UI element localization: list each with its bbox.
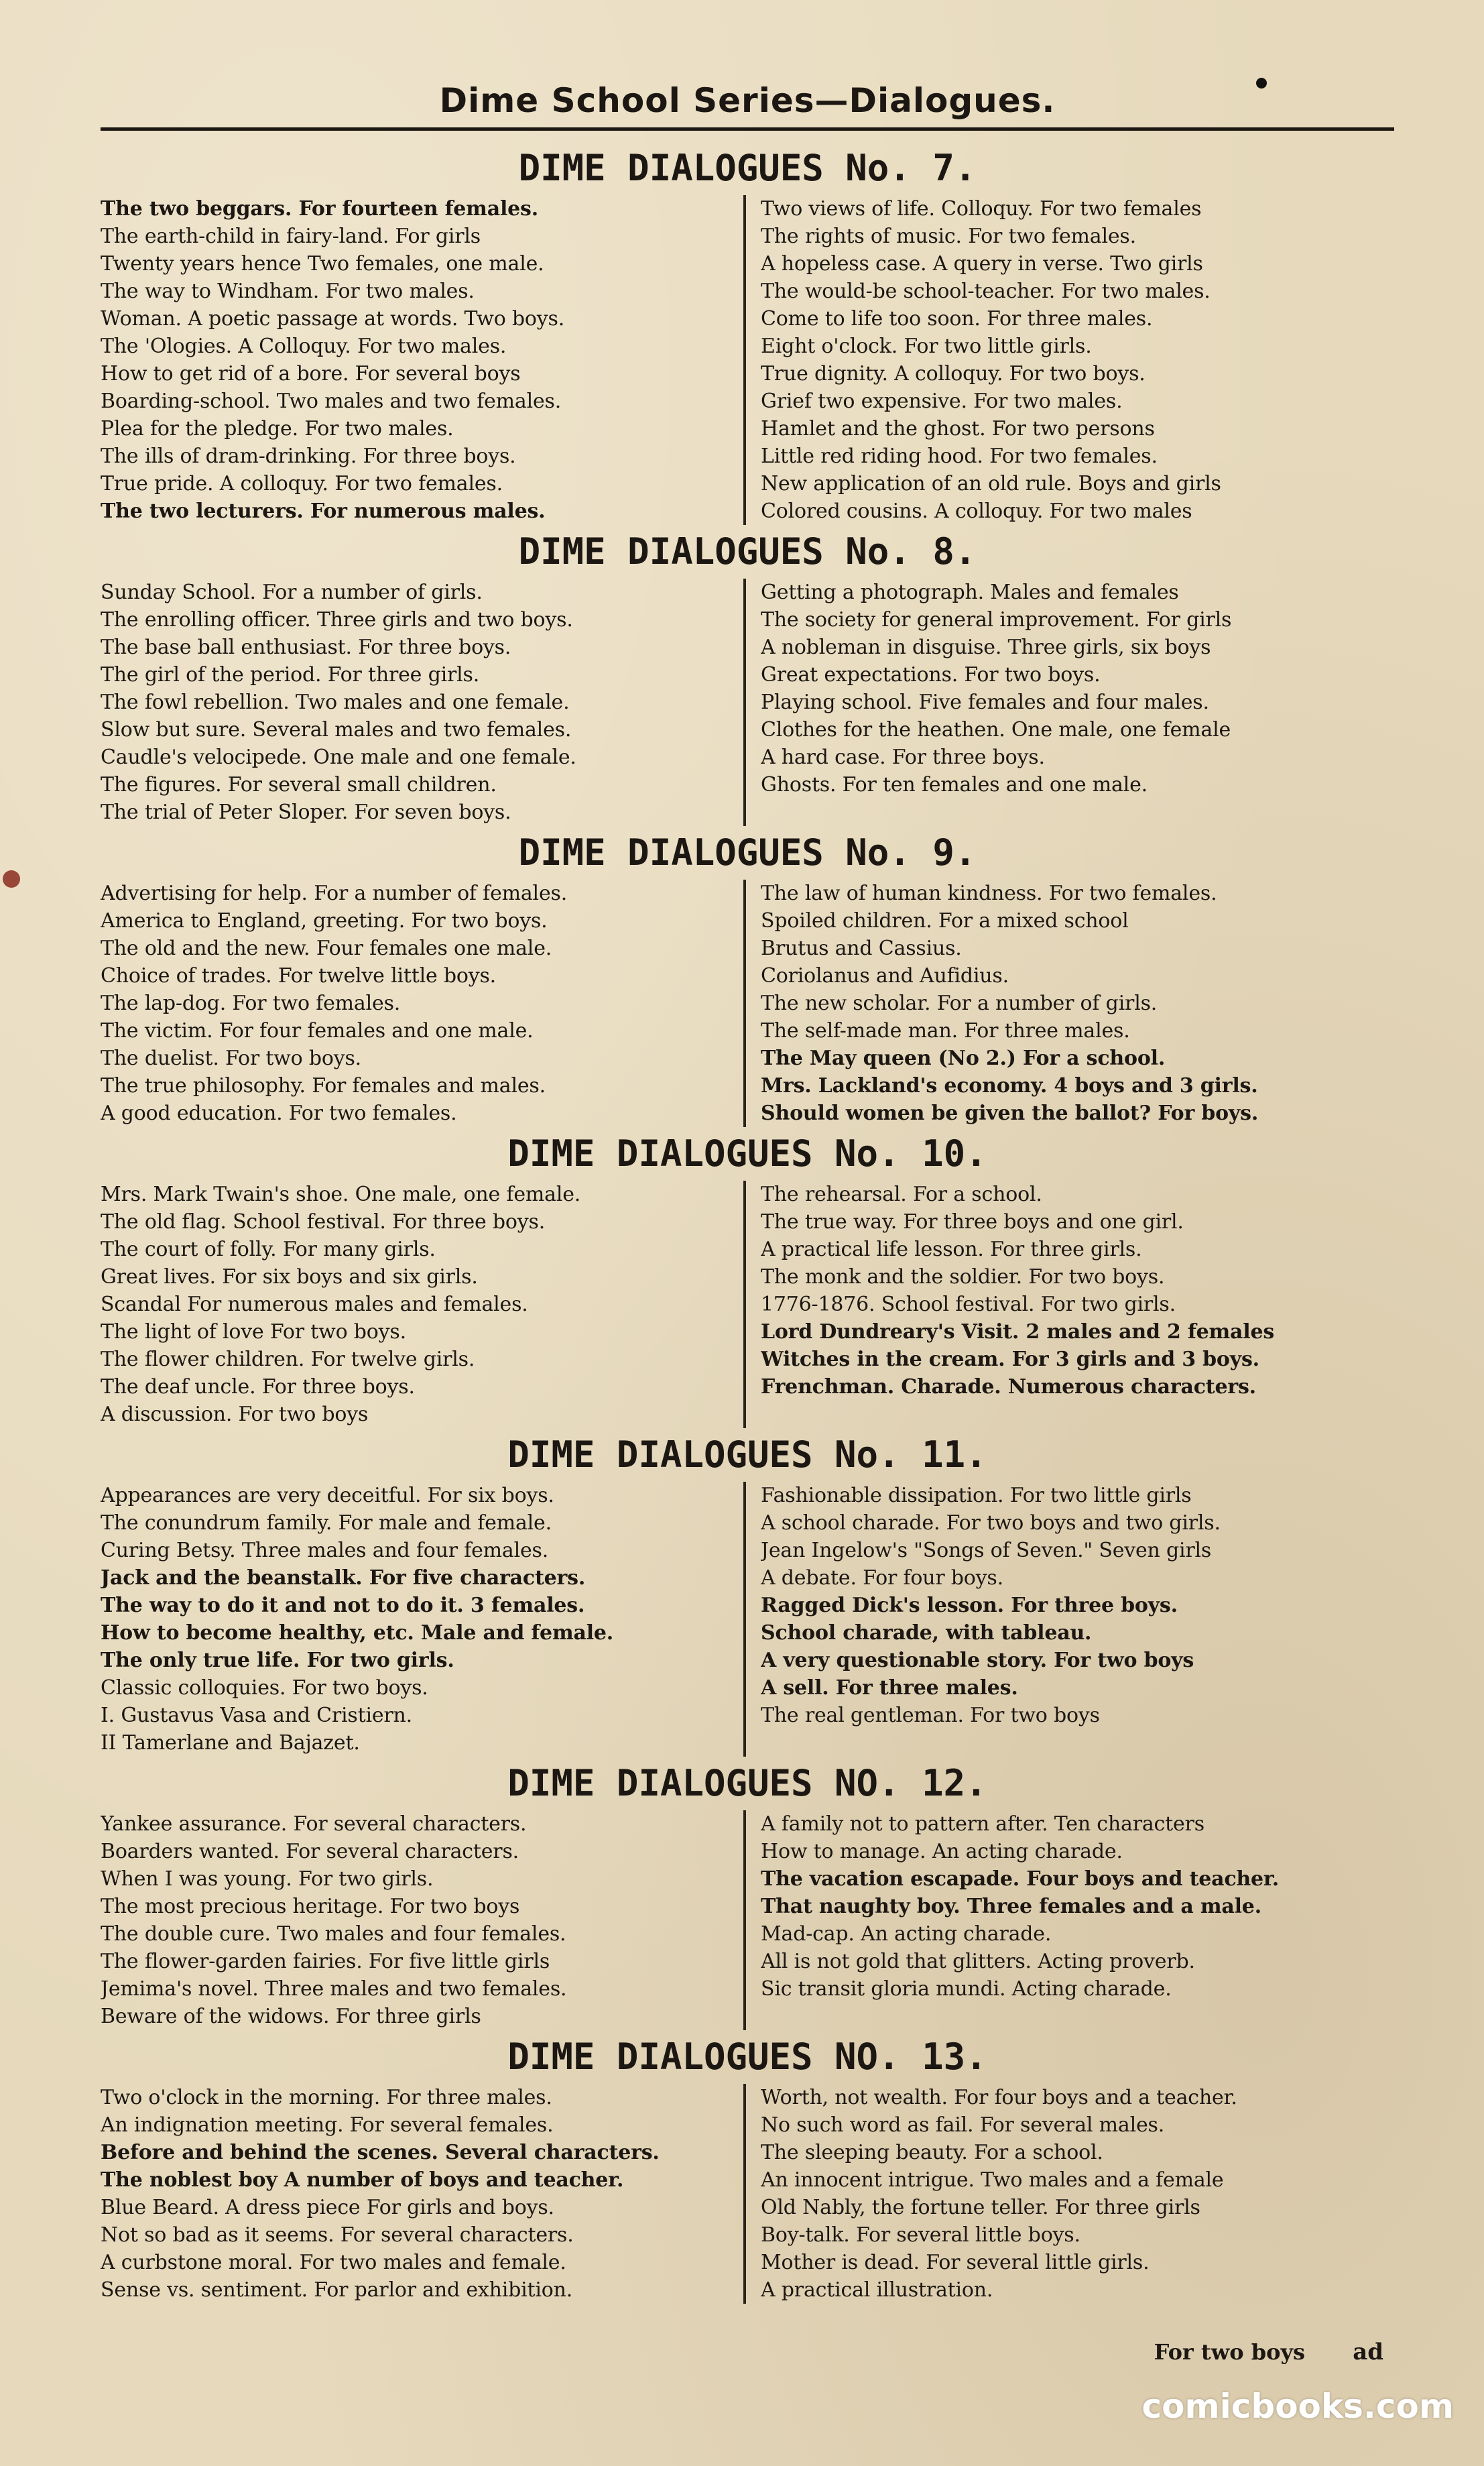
dialogue-entry: The self-made man. For three males. [761, 1019, 1130, 1043]
dialogue-entry: The new scholar. For a number of girls. [761, 992, 1158, 1015]
dialogue-entry: School charade, with tableau. [761, 1621, 1092, 1645]
dialogue-entry: The old flag. School festival. For three boys. [101, 1210, 546, 1234]
dialogue-entry: The figures. For several small children. [101, 773, 497, 797]
right-column [746, 1482, 1394, 1757]
section-title: DIME DIALOGUES NO. 13. [507, 2036, 987, 2078]
dialogue-entry: Should women be given the ballot? For boys. [761, 1102, 1259, 1125]
dialogue-entry: The way to Windham. For two males. [101, 280, 475, 303]
dialogue-entry: The noblest boy A number of boys and teacher. [101, 2168, 624, 2192]
dialogue-entry: A hopeless case. A query in verse. Two girls [761, 252, 1203, 276]
dialogue-entry: Ragged Dick's lesson. For three boys. [761, 1594, 1178, 1617]
dialogue-entry: Worth, not wealth. For four boys and a teacher. [761, 2086, 1237, 2109]
dialogue-entry: Lord Dundreary's Visit. 2 males and 2 females [761, 1320, 1275, 1344]
dialogue-entry: The rights of music. For two females. [761, 225, 1136, 248]
dialogue-entry: Eight o'clock. For two little girls. [761, 335, 1092, 358]
dialogue-entry: Yankee assurance. For several characters. [101, 1812, 527, 1836]
dialogue-entry: II Tamerlane and Bajazet. [101, 1731, 360, 1755]
dialogue-entry: The vacation escapade. Four boys and teacher. [761, 1867, 1280, 1891]
dialogue-entry: The double cure. Two males and four females. [101, 1922, 566, 1946]
dialogue-entry: The earth-child in fairy-land. For girls [101, 225, 481, 248]
dialogue-entry: An innocent intrigue. Two males and a female [761, 2168, 1224, 2192]
dialogue-entry: The society for general improvement. For girls [761, 608, 1232, 632]
dialogue-entry: How to get rid of a bore. For several boys [101, 362, 521, 386]
dialogue-entry: Appearances are very deceitful. For six boys. [101, 1484, 554, 1507]
dialogue-entry: The way to do it and not to do it. 3 females. [101, 1594, 585, 1617]
dialogue-entry: Jean Ingelow's "Songs of Seven." Seven girls [761, 1539, 1212, 1562]
dialogue-entry: Little red riding hood. For two females. [761, 445, 1158, 468]
section-columns [101, 880, 1394, 1127]
left-column [101, 880, 746, 1127]
dialogue-entry: Mad-cap. An acting charade. [761, 1922, 1052, 1946]
sections-container [101, 141, 1394, 2304]
header-rule [101, 127, 1394, 131]
dialogue-entry: The base ball enthusiast. For three boys. [101, 636, 511, 659]
catalog-page [101, 74, 1394, 2304]
dialogue-entry: The true way. For three boys and one girl. [761, 1210, 1184, 1234]
right-column [746, 195, 1394, 525]
dialogue-entry: Great expectations. For two boys. [761, 663, 1101, 687]
section [101, 141, 1394, 525]
dialogue-entry: The two beggars. For fourteen females. [101, 197, 538, 221]
dialogue-entry: Old Nably, the fortune teller. For three girls [761, 2196, 1200, 2219]
right-column [746, 579, 1394, 826]
dialogue-entry: A family not to pattern after. Ten characters [761, 1812, 1204, 1836]
dialogue-entry: Jemima's novel. Three males and two females. [101, 1977, 567, 2001]
dialogue-entry: The duelist. For two boys. [101, 1047, 362, 1070]
dialogue-entry: Coriolanus and Aufidius. [761, 964, 1009, 988]
dialogue-entry: A very questionable story. For two boys [761, 1649, 1194, 1672]
left-column [101, 579, 746, 826]
dialogue-entry: Two views of life. Colloquy. For two females [761, 197, 1202, 221]
section [101, 2030, 1394, 2304]
dialogue-entry: The girl of the period. For three girls. [101, 663, 480, 687]
dialogue-entry: Before and behind the scenes. Several characters. [101, 2141, 660, 2164]
dialogue-entry: The court of folly. For many girls. [101, 1238, 436, 1261]
dialogue-entry: Brutus and Cassius. [761, 937, 962, 960]
dialogue-entry: The victim. For four females and one male. [101, 1019, 534, 1043]
right-column [746, 1181, 1394, 1428]
dialogue-entry: The only true life. For two girls. [101, 1649, 454, 1672]
section-columns [101, 1810, 1394, 2030]
dialogue-entry: The rehearsal. For a school. [761, 1183, 1042, 1206]
dialogue-entry: New application of an old rule. Boys and girls [761, 472, 1221, 495]
dialogue-entry: Two o'clock in the morning. For three males. [101, 2086, 552, 2109]
dialogue-entry: The would-be school-teacher. For two males. [761, 280, 1211, 303]
dialogue-entry: The ills of dram-drinking. For three boys. [101, 445, 516, 468]
section [101, 1757, 1394, 2030]
section-columns [101, 2084, 1394, 2304]
dialogue-entry: Boarding-school. Two males and two females. [101, 390, 562, 413]
watermark: comicbooks.com [1141, 2387, 1454, 2426]
dialogue-entry: Boy-talk. For several little boys. [761, 2223, 1080, 2247]
section-title: DIME DIALOGUES No. 9. [518, 831, 977, 874]
dialogue-entry: The enrolling officer. Three girls and two boys. [101, 608, 573, 632]
dialogue-entry: The May queen (No 2.) For a school. [761, 1047, 1166, 1070]
dialogue-entry: The flower children. For twelve girls. [101, 1348, 475, 1371]
dialogue-entry: Classic colloquies. For two boys. [101, 1676, 428, 1700]
dialogue-entry: 1776-1876. School festival. For two girls. [761, 1293, 1176, 1316]
dialogue-entry: Sense vs. sentiment. For parlor and exhibition. [101, 2278, 573, 2302]
dialogue-entry: Fashionable dissipation. For two little girls [761, 1484, 1192, 1507]
dialogue-entry: The law of human kindness. For two females. [761, 882, 1217, 905]
trailer [1154, 2339, 1383, 2365]
dialogue-entry: A practical life lesson. For three girls. [761, 1238, 1142, 1261]
section [101, 1428, 1394, 1757]
dialogue-entry: Mrs. Mark Twain's shoe. One male, one female. [101, 1183, 581, 1206]
section [101, 525, 1394, 826]
dialogue-entry: No such word as fail. For several males. [761, 2113, 1165, 2137]
dialogue-entry: A discussion. For two boys [101, 1403, 369, 1426]
dialogue-entry: Jack and the beanstalk. For five characters. [101, 1566, 586, 1590]
dialogue-entry: Mother is dead. For several little girls. [761, 2251, 1150, 2274]
dialogue-entry: Scandal For numerous males and females. [101, 1293, 528, 1316]
dialogue-entry: The light of love For two boys. [101, 1320, 406, 1344]
dialogue-entry: The real gentleman. For two boys [761, 1704, 1100, 1727]
dialogue-entry: A debate. For four boys. [761, 1566, 1003, 1590]
dialogue-entry: The deaf uncle. For three boys. [101, 1375, 415, 1399]
dialogue-entry: A nobleman in disguise. Three girls, six boys [761, 636, 1211, 659]
left-column [101, 1482, 746, 1757]
dialogue-entry: The most precious heritage. For two boys [101, 1895, 520, 1918]
dialogue-entry: The trial of Peter Sloper. For seven boys. [101, 801, 511, 824]
dialogue-entry: Slow but sure. Several males and two females. [101, 718, 572, 742]
dialogue-entry: The two lecturers. For numerous males. [101, 500, 546, 523]
dialogue-entry: The fowl rebellion. Two males and one female. [101, 691, 570, 714]
right-column [746, 2084, 1394, 2304]
trailer-text: For two boys [1154, 2339, 1306, 2365]
dialogue-entry: The monk and the soldier. For two boys. [761, 1265, 1165, 1289]
dialogue-entry: Colored cousins. A colloquy. For two males [761, 500, 1192, 523]
section-columns [101, 195, 1394, 525]
dialogue-entry: Come to life too soon. For three males. [761, 307, 1153, 331]
section-columns [101, 1181, 1394, 1428]
dialogue-entry: Grief two expensive. For two males. [761, 390, 1123, 413]
ink-spot [3, 870, 20, 888]
dialogue-entry: An indignation meeting. For several females. [101, 2113, 554, 2137]
dialogue-entry: A hard case. For three boys. [761, 746, 1045, 769]
dialogue-entry: True dignity. A colloquy. For two boys. [761, 362, 1146, 386]
dialogue-entry: Sunday School. For a number of girls. [101, 581, 483, 604]
dialogue-entry: Sic transit gloria mundi. Acting charade. [761, 1977, 1172, 2001]
right-column [746, 880, 1394, 1127]
dialogue-entry: The lap-dog. For two females. [101, 992, 401, 1015]
section-columns [101, 579, 1394, 826]
dialogue-entry: Choice of trades. For twelve little boys. [101, 964, 496, 988]
series-title: Dime School Series—Dialogues. [439, 81, 1056, 120]
left-column [101, 1181, 746, 1428]
dialogue-entry: Mrs. Lackland's economy. 4 boys and 3 girls. [761, 1074, 1258, 1098]
dialogue-entry: A good education. For two females. [101, 1102, 457, 1125]
dialogue-entry: Boarders wanted. For several characters. [101, 1840, 519, 1863]
dialogue-entry: That naughty boy. Three females and a male. [761, 1895, 1261, 1918]
dialogue-entry: The conundrum family. For male and female. [101, 1511, 552, 1535]
dialogue-entry: A practical illustration. [761, 2278, 993, 2302]
dialogue-entry: Getting a photograph. Males and females [761, 581, 1179, 604]
dialogue-entry: Woman. A poetic passage at words. Two boys. [101, 307, 565, 331]
section-title: DIME DIALOGUES No. 8. [518, 530, 977, 573]
dialogue-entry: Curing Betsy. Three males and four females. [101, 1539, 549, 1562]
dialogue-entry: When I was young. For two girls. [101, 1867, 434, 1891]
dialogue-entry: A sell. For three males. [761, 1676, 1018, 1700]
dialogue-entry: The sleeping beauty. For a school. [761, 2141, 1103, 2164]
dialogue-entry: Twenty years hence Two females, one male. [101, 252, 544, 276]
dialogue-entry: True pride. A colloquy. For two females. [101, 472, 503, 495]
dialogue-entry: The true philosophy. For females and males. [101, 1074, 546, 1098]
left-column [101, 1810, 746, 2030]
dialogue-entry: All is not gold that glitters. Acting proverb. [761, 1950, 1195, 1973]
dialogue-entry: Plea for the pledge. For two males. [101, 417, 454, 441]
dialogue-entry: Blue Beard. A dress piece For girls and boys. [101, 2196, 554, 2219]
section [101, 1127, 1394, 1428]
right-column [746, 1810, 1394, 2030]
dialogue-entry: Caudle's velocipede. One male and one female. [101, 746, 576, 769]
dialogue-entry: Witches in the cream. For 3 girls and 3 boys. [761, 1348, 1259, 1371]
dialogue-entry: How to become healthy, etc. Male and female. [101, 1621, 614, 1645]
left-column [101, 195, 746, 525]
section-title: DIME DIALOGUES No. 11. [507, 1433, 987, 1476]
dialogue-entry: Clothes for the heathen. One male, one female [761, 718, 1231, 742]
dialogue-entry: The flower-garden fairies. For five little girls [101, 1950, 550, 1973]
dialogue-entry: I. Gustavus Vasa and Cristiern. [101, 1704, 412, 1727]
section-title: DIME DIALOGUES No. 10. [507, 1132, 987, 1175]
dialogue-entry: Great lives. For six boys and six girls. [101, 1265, 478, 1289]
left-column [101, 2084, 746, 2304]
dialogue-entry: The old and the new. Four females one male. [101, 937, 552, 960]
dialogue-entry: Frenchman. Charade. Numerous characters. [761, 1375, 1256, 1399]
section [101, 826, 1394, 1127]
dialogue-entry: How to manage. An acting charade. [761, 1840, 1123, 1863]
section-title: DIME DIALOGUES NO. 12. [507, 1762, 987, 1804]
dialogue-entry: A school charade. For two boys and two girls. [761, 1511, 1221, 1535]
dialogue-entry: Hamlet and the ghost. For two persons [761, 417, 1155, 441]
dialogue-entry: Not so bad as it seems. For several characters. [101, 2223, 574, 2247]
dialogue-entry: Beware of the widows. For three girls [101, 2005, 481, 2028]
section-title: DIME DIALOGUES No. 7. [518, 147, 977, 189]
dialogue-entry: A curbstone moral. For two males and female. [101, 2251, 566, 2274]
dialogue-entry: America to England, greeting. For two boys. [101, 909, 548, 933]
page-mark: ad [1353, 2339, 1383, 2365]
dialogue-entry: The 'Ologies. A Colloquy. For two males. [101, 335, 507, 358]
dialogue-entry: Ghosts. For ten females and one male. [761, 773, 1148, 797]
section-columns [101, 1482, 1394, 1757]
dialogue-entry: Spoiled children. For a mixed school [761, 909, 1129, 933]
dialogue-entry: Playing school. Five females and four males. [761, 691, 1209, 714]
dialogue-entry: Advertising for help. For a number of females. [101, 882, 568, 905]
